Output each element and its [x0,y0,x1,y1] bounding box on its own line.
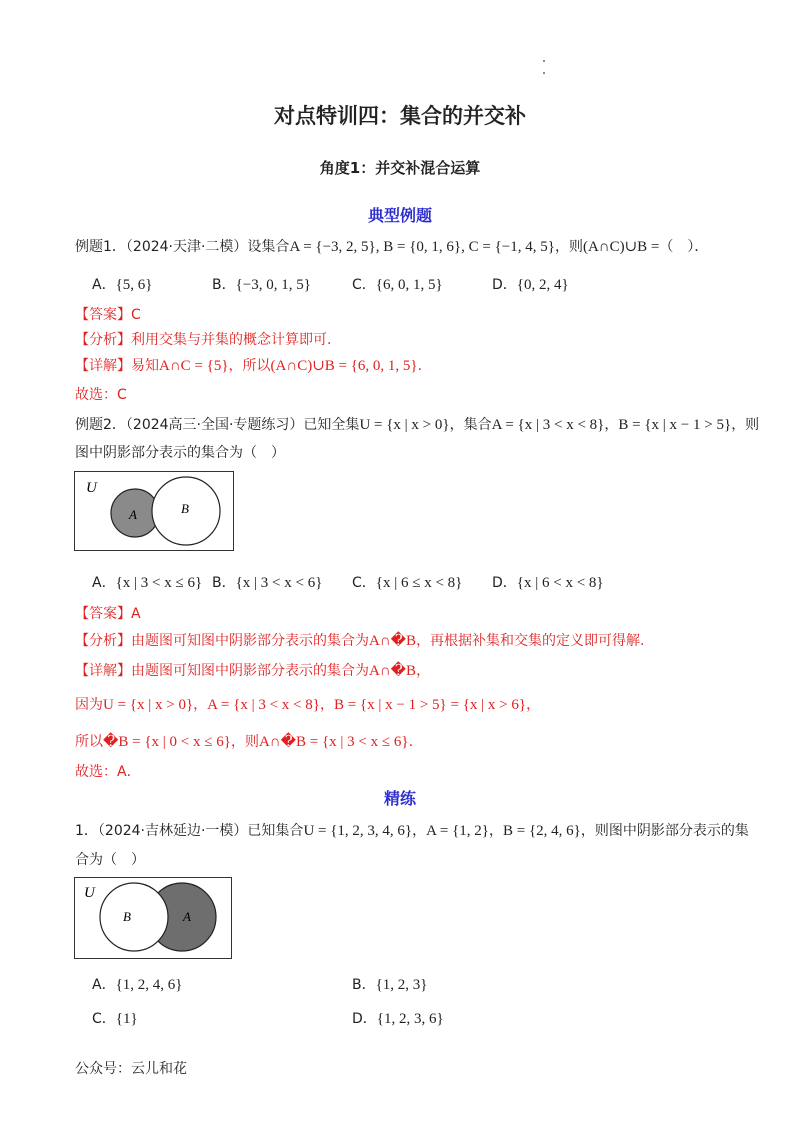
page-title: 对点特训四：集合的并交补 [274,104,526,128]
example1-option-a[interactable] [92,274,152,294]
detail-text: ， [193,697,208,713]
detail-math: A = {x | 3 < x < 8} [207,697,320,713]
detail-text: ， [526,697,541,713]
detail-math: A∩�B = {x | 3 < x ≤ 6} [258,734,409,750]
stem-math: B = {2, 4, 6} [503,823,581,839]
footer-text: 公众号：云儿和花 [75,1061,187,1077]
detail-text: . [417,358,423,374]
page-mark [543,60,545,62]
option-label: B． [212,277,236,293]
analysis-text: 【分析】由题图可知图中阴影部分表示的集合为 [75,633,369,649]
stem-text: ， [604,417,619,433]
example2-option-d[interactable] [492,572,604,592]
detail-math: A∩�B [369,663,417,679]
example2-stem-line2: 图中阴影部分表示的集合为（ ） [75,445,285,461]
example1-choice: 故选：C [75,387,127,403]
option-label: A． [92,277,116,293]
option-label: D． [492,575,517,591]
example1-analysis: 【分析】利用交集与并集的概念计算即可. [75,332,332,348]
option-value: {1} [115,1011,138,1027]
stem-text: 例题2．（2024高三·全国·专题练习）已知全集 [75,417,360,433]
example1-option-c[interactable] [352,274,443,294]
practice1-option-a[interactable] [92,974,182,994]
universe-label: U [84,885,95,901]
stem-text: ， [489,823,504,839]
detail-text: . [408,734,414,750]
example2-detail [75,660,430,680]
practice1-option-c[interactable] [92,1008,138,1028]
option-label: A． [92,575,116,591]
detail-text: 【详解】易知 [75,358,159,374]
example1-expression: (A∩C)∪B = [582,239,660,255]
practice1-option-d[interactable] [352,1008,444,1028]
analysis-text: ，再根据补集和交集的定义即可得解. [416,633,645,649]
stem-text: ，集合 [449,417,492,433]
example2-option-c[interactable] [352,572,462,592]
detail-text: ， [319,697,334,713]
set-b-label: B [123,909,131,924]
universe-label: U [86,480,97,496]
example2-so [75,731,413,751]
detail-math: A∩C = {5} [159,358,229,374]
option-value: {x | 3 < x ≤ 6} [115,575,203,591]
example1-stem-text: 例题1．（2024·天津·二模）设集合 [75,239,290,255]
detail-math: �B = {x | 0 < x ≤ 6} [103,734,231,750]
option-label: D． [492,277,517,293]
set-b-circle [100,883,168,951]
option-value: {5, 6} [115,277,153,293]
option-label: C． [352,575,376,591]
example2-venn-diagram [74,471,234,551]
example1-stem-mid: ，则 [554,239,583,255]
detail-math: (A∩C)∪B = {6, 0, 1, 5} [270,358,418,374]
option-label: B． [212,575,236,591]
stem-math: A = {x | 3 < x < 8} [491,417,605,433]
example2-answer: 【答案】A [75,606,141,622]
stem-math: A = {1, 2} [426,823,490,839]
stem-text: ， [412,823,427,839]
example1-option-d[interactable] [492,274,569,294]
practice1-stem [75,820,749,840]
option-value: {1, 2, 3} [375,977,428,993]
example1-stem [75,236,708,256]
example2-option-b[interactable] [212,572,322,592]
option-value: {1, 2, 3, 6} [376,1011,444,1027]
section-examples-heading: 典型例题 [367,206,432,225]
practice1-option-b[interactable] [352,974,428,994]
practice1-venn-diagram [74,877,232,959]
option-value: {x | 3 < x < 6} [235,575,323,591]
option-value: {−3, 0, 1, 5} [235,277,311,293]
option-label: C． [92,1011,116,1027]
option-label: D． [352,1011,377,1027]
set-a-label: A [129,507,137,522]
detail-math: U = {x | x > 0} [103,697,194,713]
example2-analysis [75,630,645,650]
option-value: {1, 2, 4, 6} [115,977,183,993]
set-b-label: B [181,501,189,516]
option-label: C． [352,277,376,293]
option-value: {6, 0, 1, 5} [375,277,443,293]
example2-option-a[interactable] [92,572,202,592]
option-value: {x | 6 < x < 8} [516,575,604,591]
detail-text: ，所以 [228,358,271,374]
page-subtitle: 角度1：并交补混合运算 [319,159,481,177]
example1-detail [75,355,422,375]
option-value: {0, 2, 4} [516,277,569,293]
analysis-math: A∩�B [369,633,417,649]
stem-text: 1．（2024·吉林延边·一模）已知集合 [75,823,304,839]
detail-text: 【详解】由题图可知图中阴影部分表示的集合为 [75,663,369,679]
detail-math: B = {x | x − 1 > 5} = {x | x > 6} [333,697,527,713]
example1-stem-suffix: （ ）． [659,239,709,255]
detail-text: ，则 [230,734,259,750]
page-mark [543,72,545,74]
practice1-stem-line2: 合为（ ） [75,852,145,868]
set-a-label: A [183,909,191,924]
option-value: {x | 6 ≤ x < 8} [375,575,463,591]
option-label: B． [352,977,376,993]
example2-choice: 故选：A． [75,764,141,780]
stem-math: U = {1, 2, 3, 4, 6} [303,823,413,839]
stem-math: B = {x | x − 1 > 5} [618,417,732,433]
detail-text: 所以 [75,734,103,750]
example1-sets: A = {−3, 2, 5}, B = {0, 1, 6}, C = {−1, 4, 5} [289,239,555,255]
stem-text: ，则 [731,417,760,433]
option-label: A． [92,977,116,993]
detail-text: 因为 [75,697,103,713]
section-practice-heading: 精练 [383,789,416,808]
stem-text: ，则图中阴影部分表示的集 [580,823,749,839]
example1-answer: 【答案】C [75,307,141,323]
example2-because [75,694,540,714]
example2-stem [75,414,759,434]
stem-math: U = {x | x > 0} [359,417,450,433]
detail-text: ， [416,663,431,679]
example1-option-b[interactable] [212,274,311,294]
